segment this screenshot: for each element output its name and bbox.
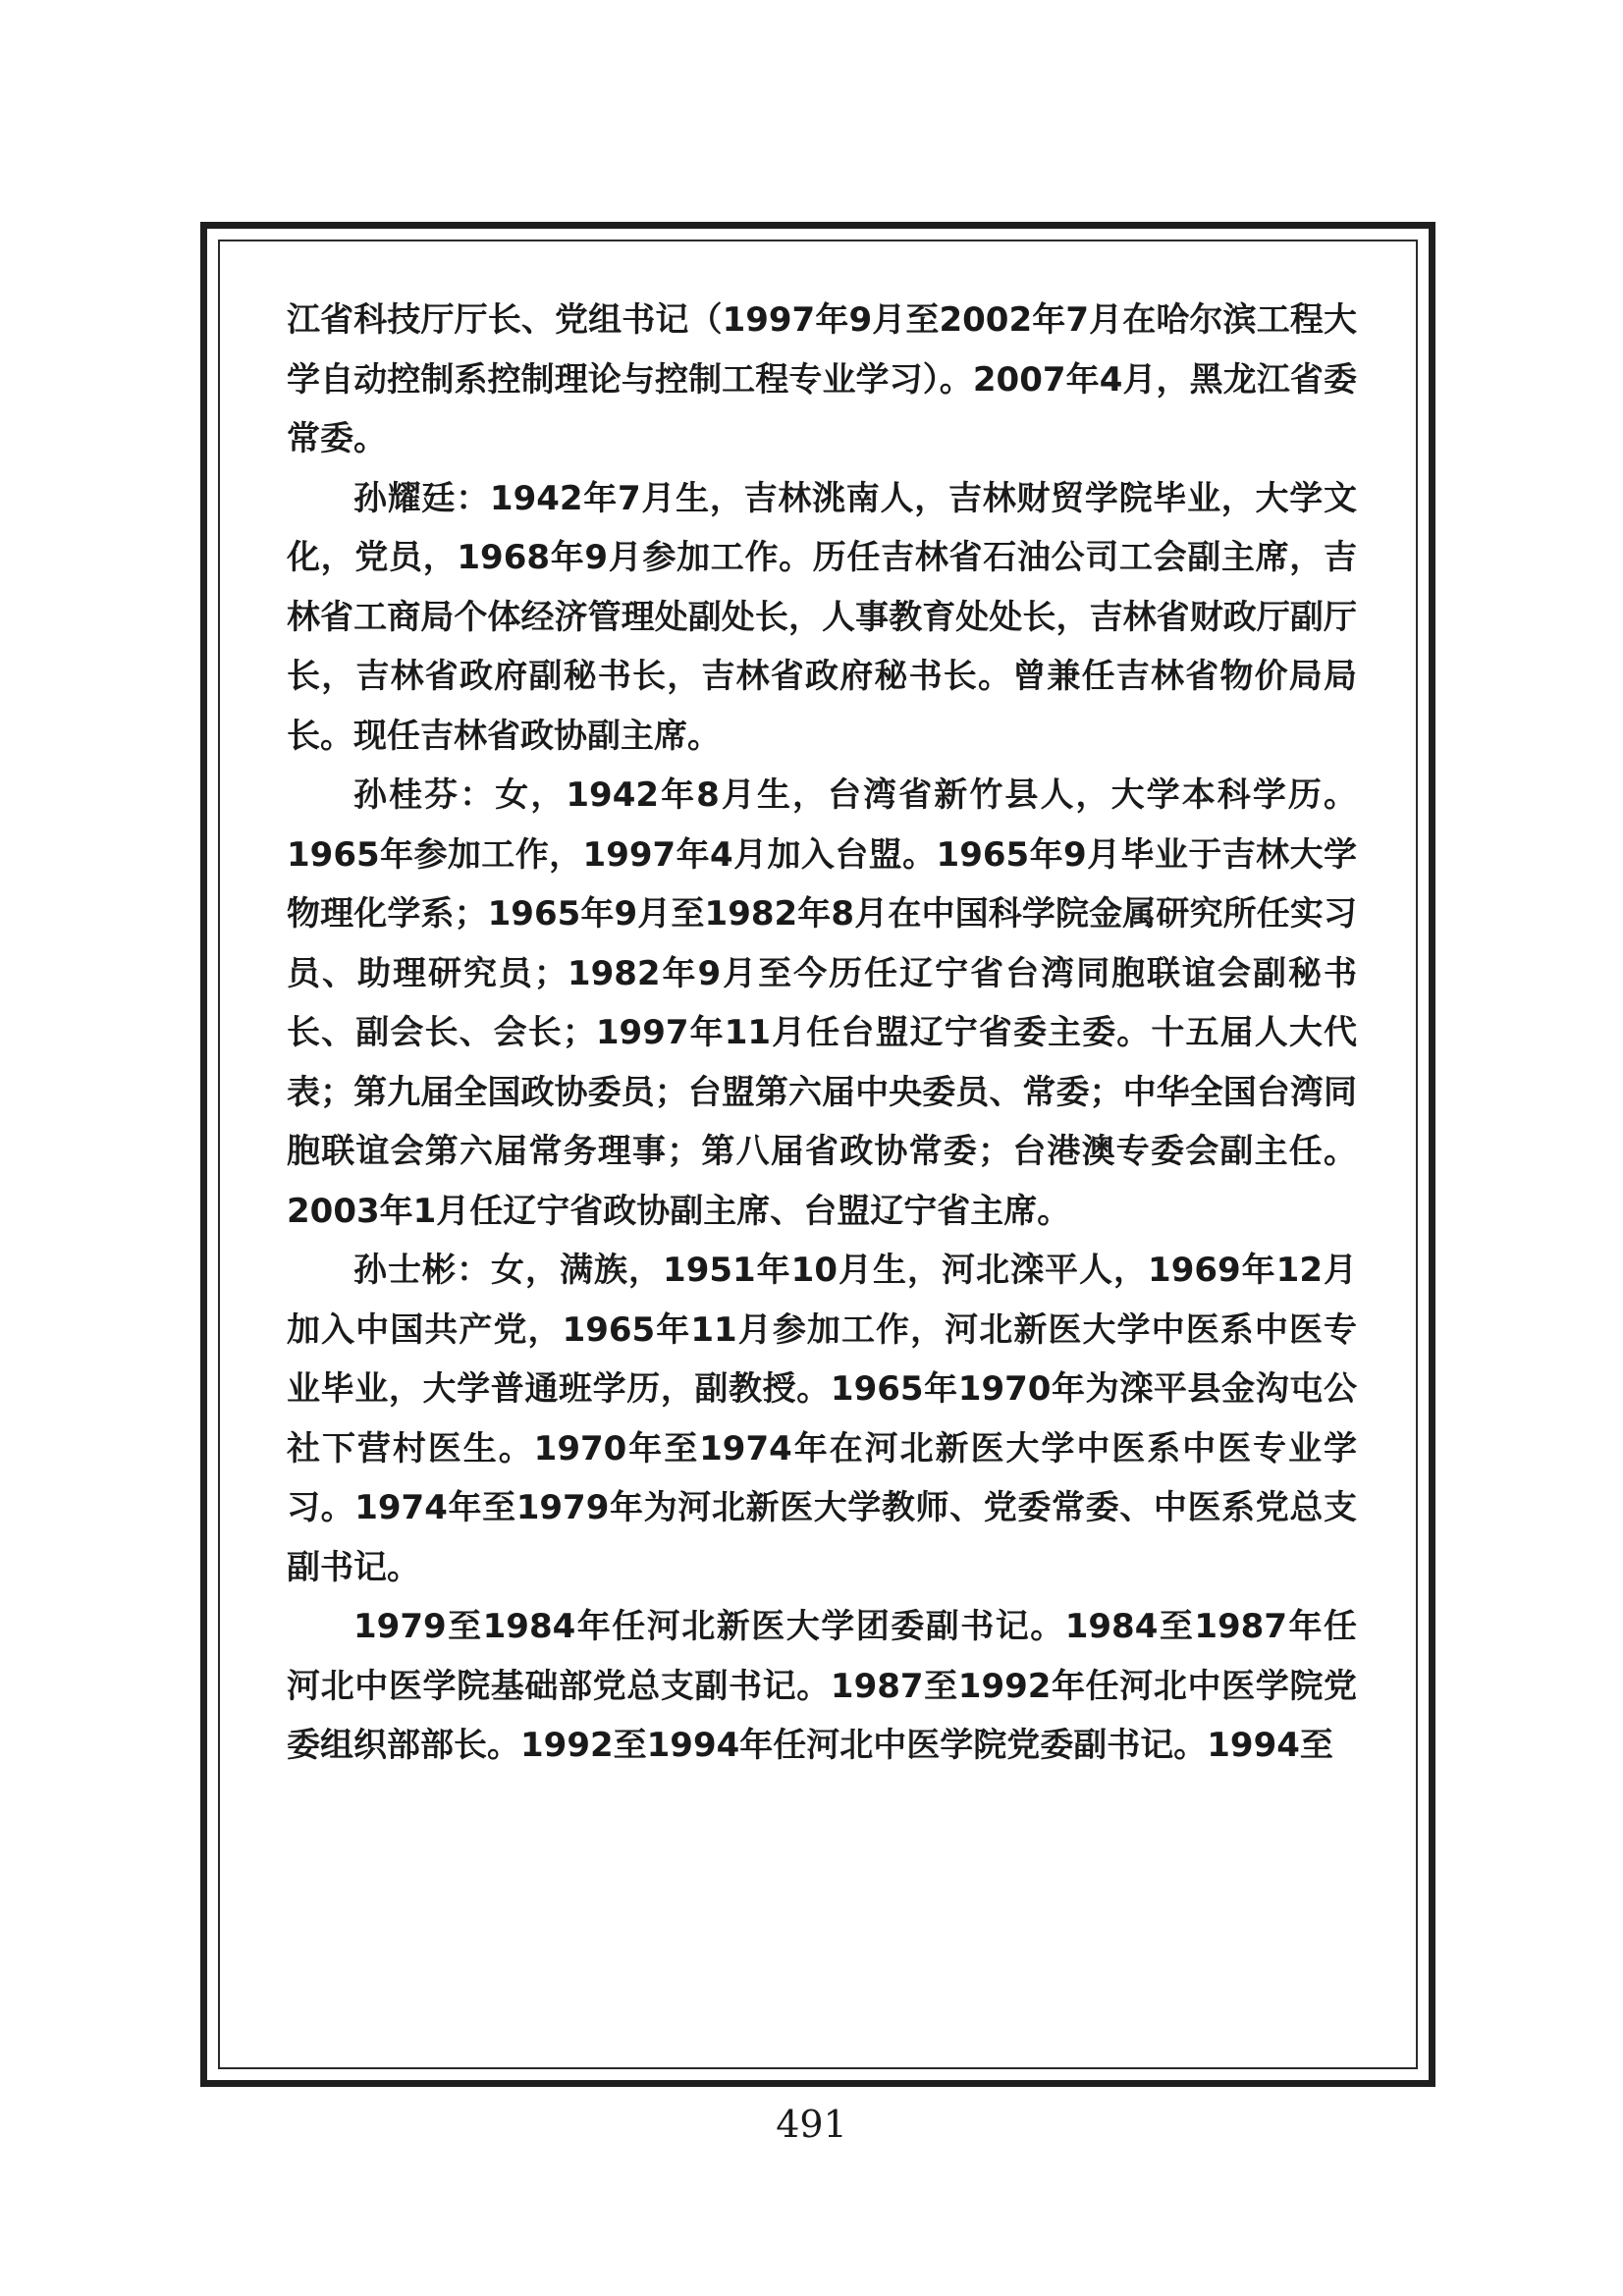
paragraph-continuation: 江省科技厅厅长、党组书记（1997年9月至2002年7月在哈尔滨工程大学自动控制系控制理论与控制工程专业学习）。2007年4月，黑龙江省委常委。 bbox=[287, 300, 1357, 458]
body-text bbox=[287, 291, 1357, 1776]
paragraph-sun-yaoting: 孙耀廷：1942年7月生，吉林洮南人，吉林财贸学院毕业，大学文化，党员，1968年9月参加工作。历任吉林省石油公司工会副主席，吉林省工商局个体经济管理处副处长，人事教育处处长，吉林省财政厅副厅长，吉林省政府副秘书长，吉林省政府秘书长。曾兼任吉林省物价局局长。现任吉林省政协副主席。 bbox=[287, 478, 1357, 756]
paragraph-sun-shibin-career: 1979至1984年任河北新医大学团委副书记。1984至1987年任河北中医学院基础部党总支副书记。1987至1992年任河北中医学院党委组织部部长。1992至1994年任河北中医学院党委副书记。1994至 bbox=[287, 1607, 1357, 1765]
paragraph-sun-shibin: 孙士彬：女，满族，1951年10月生，河北滦平人，1969年12月加入中国共产党，1965年11月参加工作，河北新医大学中医系中医专业毕业，大学普通班学历，副教授。1965年1970年为滦平县金沟屯公社下营村医生。1970年至1974年在河北新医大学中医系中医专业学习。1974年至1979年为河北新医大学教师、党委常委、中医系党总支副书记。 bbox=[287, 1251, 1357, 1587]
page-number: 491 bbox=[776, 2103, 847, 2146]
paragraph-sun-guifen: 孙桂芬：女，1942年8月生，台湾省新竹县人，大学本科学历。1965年参加工作，1997年4月加入台盟。1965年9月毕业于吉林大学物理化学系；1965年9月至1982年8月在中国科学院金属研究所任实习员、助理研究员；1982年9月至今历任辽宁省台湾同胞联谊会副秘书长、副会长、会长；1997年11月任台盟辽宁省委主委。十五届人大代表；第九届全国政协委员；台盟第六届中央委员、常委；中华全国台湾同胞联谊会第六届常务理事；第八届省政协常委；台港澳专委会副主任。2003年1月任辽宁省政协副主席、台盟辽宁省主席。 bbox=[287, 775, 1357, 1231]
